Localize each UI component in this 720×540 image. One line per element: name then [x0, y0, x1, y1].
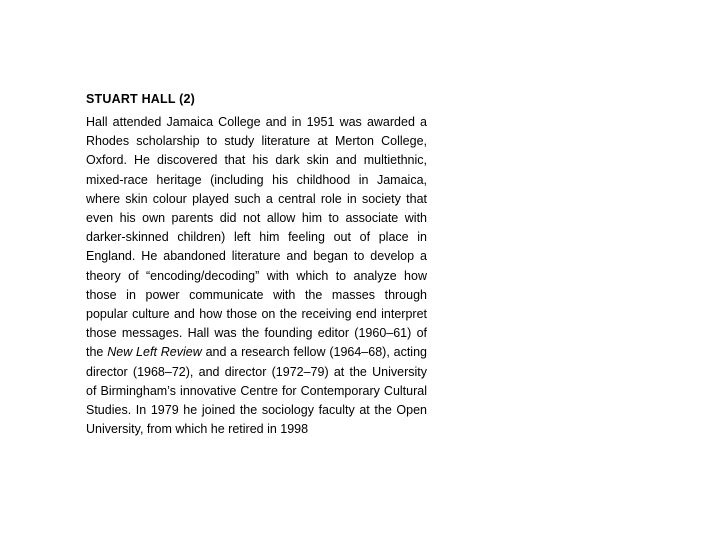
body-text-part-2: and a research fellow (1964–68), acting director (1968–72), and director (1972–79) at the University of Birmingham’s innovative Centre for Contemporary Cultural Studies. In 1979 he joined the sociology faculty at the Open University, from which he retired in 1998 — [86, 345, 427, 437]
body-paragraph — [86, 113, 427, 439]
slide-title: STUART HALL (2) — [86, 92, 196, 106]
body-text-part-1: Hall attended Jamaica College and in 1951 was awarded a Rhodes scholarship to study literature at Merton College, Oxford. He discovered that his dark skin and multiethnic, mixed-race heritage (including his childhood in Jamaica, where skin colour played such a central role in society that even his own parents did not allow him to associate with darker-skinned children) left him feeling out of place in England. He abandoned literature and began to develop a theory of “encoding/decoding” with which to analyze how those in power communicate with the masses through popular culture and how those on the receiving end interpret those messages. Hall was the founding editor (1960–61) of the — [86, 115, 427, 360]
journal-title-italic: New Left Review — [107, 345, 202, 360]
